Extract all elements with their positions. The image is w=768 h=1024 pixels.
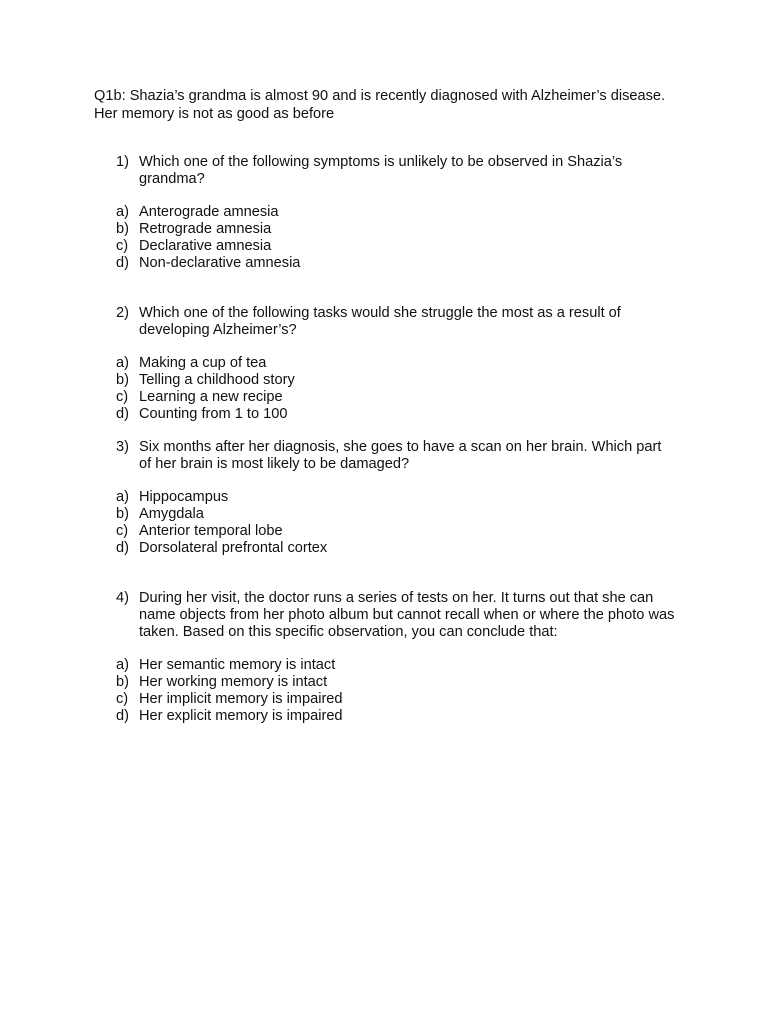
option-letter: a): [116, 489, 129, 505]
answer-option: [116, 691, 676, 708]
answer-option: [116, 674, 676, 691]
option-letter: d): [116, 255, 129, 271]
question-1: [116, 154, 676, 272]
answer-option: [116, 708, 676, 725]
question-2: [116, 305, 676, 423]
question-text: Which one of the following tasks would she struggle the most as a result of developing Alzheimer’s?: [139, 305, 621, 338]
answer-options: [116, 355, 676, 423]
answer-option: [116, 406, 676, 423]
option-letter: b): [116, 221, 129, 237]
answer-option: [116, 389, 676, 406]
question-intro: Q1b: Shazia’s grandma is almost 90 and is recently diagnosed with Alzheimer’s disease. Her memory is not as good as before: [94, 88, 666, 122]
option-text: Hippocampus: [139, 489, 229, 505]
option-text: Her semantic memory is intact: [139, 657, 336, 673]
answer-option: [116, 489, 676, 506]
question-text: Which one of the following symptoms is unlikely to be observed in Shazia’s grandma?: [139, 154, 623, 187]
option-letter: a): [116, 355, 129, 371]
option-text: Anterior temporal lobe: [139, 523, 283, 539]
answer-option: [116, 221, 676, 238]
option-text: Counting from 1 to 100: [139, 406, 288, 422]
question-stem: [116, 154, 676, 188]
question-number: 4): [116, 590, 129, 606]
option-letter: d): [116, 406, 129, 422]
option-text: Retrograde amnesia: [139, 221, 272, 237]
answer-options: [116, 657, 676, 725]
answer-options: [116, 489, 676, 557]
answer-options: [116, 204, 676, 272]
answer-option: [116, 204, 676, 221]
option-letter: a): [116, 657, 129, 673]
option-text: Declarative amnesia: [139, 238, 272, 254]
question-4: [116, 590, 676, 725]
answer-option: [116, 506, 676, 523]
option-letter: b): [116, 506, 129, 522]
answer-option: [116, 523, 676, 540]
question-text: During her visit, the doctor runs a series of tests on her. It turns out that she can name objects from her photo album but cannot recall when or where the photo was taken. Based on this specific observation, you can conclude that:: [139, 590, 675, 640]
answer-option: [116, 255, 676, 272]
answer-option: [116, 238, 676, 255]
option-text: Her working memory is intact: [139, 674, 328, 690]
option-text: Making a cup of tea: [139, 355, 267, 371]
option-text: Anterograde amnesia: [139, 204, 279, 220]
option-text: Amygdala: [139, 506, 204, 522]
option-text: Her explicit memory is impaired: [139, 708, 343, 724]
question-text: Six months after her diagnosis, she goes to have a scan on her brain. Which part of her brain is most likely to be damaged?: [139, 439, 662, 472]
option-letter: a): [116, 204, 129, 220]
option-letter: d): [116, 540, 129, 556]
option-letter: c): [116, 691, 129, 707]
answer-option: [116, 355, 676, 372]
option-letter: b): [116, 372, 129, 388]
option-text: Learning a new recipe: [139, 389, 283, 405]
question-number: 3): [116, 439, 129, 455]
option-text: Her implicit memory is impaired: [139, 691, 343, 707]
option-letter: c): [116, 238, 129, 254]
answer-option: [116, 657, 676, 674]
question-number: 2): [116, 305, 129, 321]
question-stem: [116, 305, 676, 339]
option-letter: b): [116, 674, 129, 690]
option-text: Non-declarative amnesia: [139, 255, 301, 271]
answer-option: [116, 372, 676, 389]
option-letter: c): [116, 523, 129, 539]
question-3: [116, 439, 676, 557]
question-stem: [116, 590, 676, 641]
question-number: 1): [116, 154, 129, 170]
option-letter: d): [116, 708, 129, 724]
answer-option: [116, 540, 676, 557]
option-text: Telling a childhood story: [139, 372, 295, 388]
question-stem: [116, 439, 676, 473]
option-letter: c): [116, 389, 129, 405]
option-text: Dorsolateral prefrontal cortex: [139, 540, 328, 556]
